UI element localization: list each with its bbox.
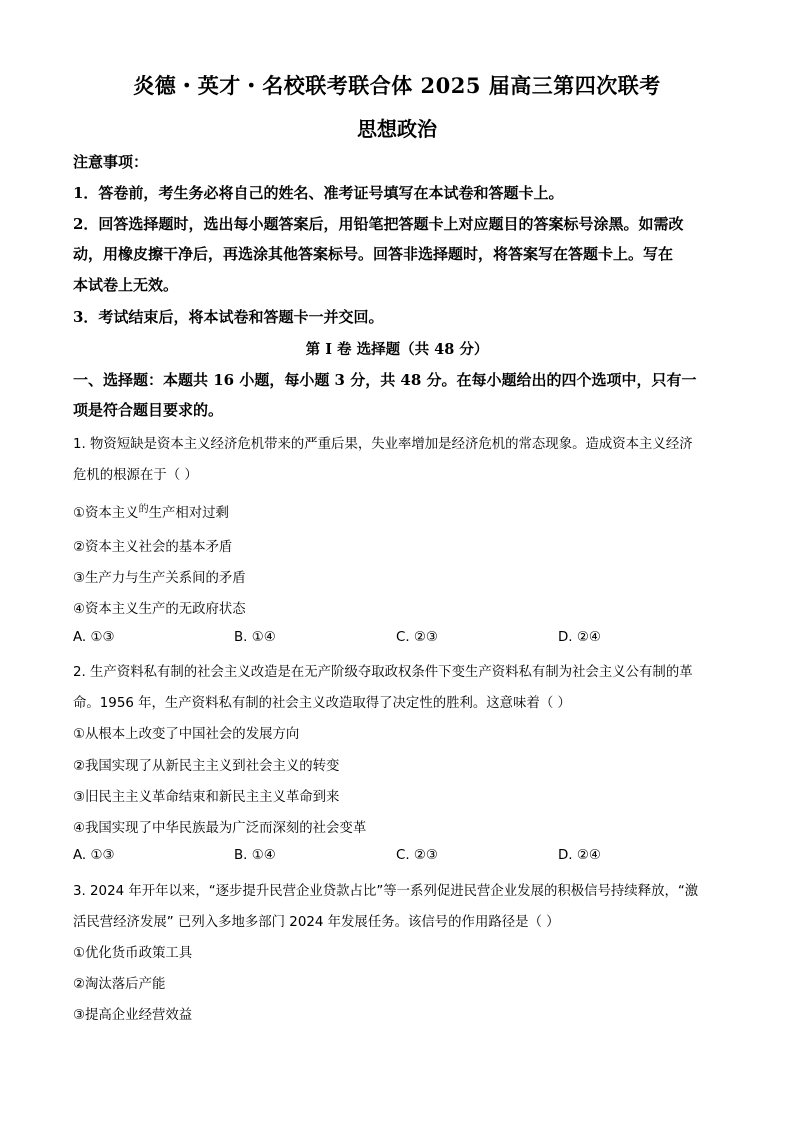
- q2-option-d: D. ②④: [558, 848, 601, 863]
- notice-line-2a: 2．回答选择题时，选出每小题答案后，用铅笔把答题卡上对应题目的答案标号涂黑。如需改: [73, 215, 684, 233]
- notice-line-2c: 本试卷上无效。: [73, 276, 179, 294]
- q2-stem-b: 命。1956 年，生产资料私有制的社会主义改造取得了决定性的胜利。这意味着（ ）: [73, 696, 571, 711]
- q2-option-a: A. ①③: [73, 848, 115, 863]
- q2-item-1: ①从根本上改变了中国社会的发展方向: [73, 727, 300, 742]
- section-intro-b: 项是符合题目要求的。: [73, 401, 224, 419]
- q1-option-b: B. ①④: [234, 630, 276, 645]
- q3-stem-a: 3. 2024 年开年以来，“逐步提升民营企业贷款占比”等一系列促进民营企业发展的积极信号持续释放，“激: [73, 884, 699, 899]
- q1-item-4: ④资本主义生产的无政府状态: [73, 602, 246, 617]
- q1-item-1: ①资本主义$^的$生产相对过剩: [73, 504, 229, 521]
- notice-line-3: 3．考试结束后，将本试卷和答题卡一并交回。: [73, 308, 384, 326]
- q3-item-3: ③提高企业经营效益: [73, 1008, 193, 1023]
- q1-stem-a: 1. 物资短缺是资本主义经济危机带来的严重后果，失业率增加是经济危机的常态现象。造成资本主义经济: [73, 437, 693, 452]
- section-title: 第 Ⅰ 卷 选择题（共 48 分）: [305, 341, 489, 358]
- exam-title: 炎德・英才・名校联考联合体 2025 届高三第四次联考: [133, 73, 661, 98]
- notice-heading: 注意事项：: [73, 153, 149, 171]
- q1-option-a: A. ①③: [73, 630, 115, 645]
- subject-title: 思想政治: [357, 117, 437, 141]
- q2-item-3: ③旧民主主义革命结束和新民主主义革命到来: [73, 790, 340, 805]
- q2-option-b: B. ①④: [234, 848, 276, 863]
- q2-stem-a: 2. 生产资料私有制的社会主义改造是在无产阶级夺取政权条件下变生产资料私有制为社会主义公有制的革: [73, 665, 693, 680]
- q2-item-4: ④我国实现了中华民族最为广泛而深刻的社会变革: [73, 821, 367, 836]
- q3-stem-b: 活民营经济发展” 已列入多地多部门 2024 年发展任务。该信号的作用路径是（ ）: [73, 915, 560, 930]
- q2-option-c: C. ②③: [396, 848, 438, 863]
- section-intro-a: 一、选择题：本题共 16 小题，每小题 3 分，共 48 分。在每小题给出的四个选项中，只有一: [73, 371, 697, 389]
- notice-line-1: 1．答卷前，考生务必将自己的姓名、准考证号填写在本试卷和答题卡上。: [73, 184, 564, 202]
- q3-item-1: ①优化货币政策工具: [73, 946, 193, 961]
- q3-item-2: ②淘汰落后产能: [73, 977, 166, 992]
- q1-option-c: C. ②③: [396, 630, 438, 645]
- q1-option-d: D. ②④: [558, 630, 601, 645]
- q1-item-2: ②资本主义社会的基本矛盾: [73, 540, 233, 555]
- q2-item-2: ②我国实现了从新民主主义到社会主义的转变: [73, 759, 340, 774]
- notice-line-2b: 动，用橡皮擦干净后，再选涂其他答案标号。回答非选择题时，将答案写在答题卡上。写在: [73, 245, 674, 263]
- q1-stem-b: 危机的根源在于（ ）: [73, 468, 198, 483]
- q1-item-3: ③生产力与生产关系间的矛盾: [73, 571, 246, 586]
